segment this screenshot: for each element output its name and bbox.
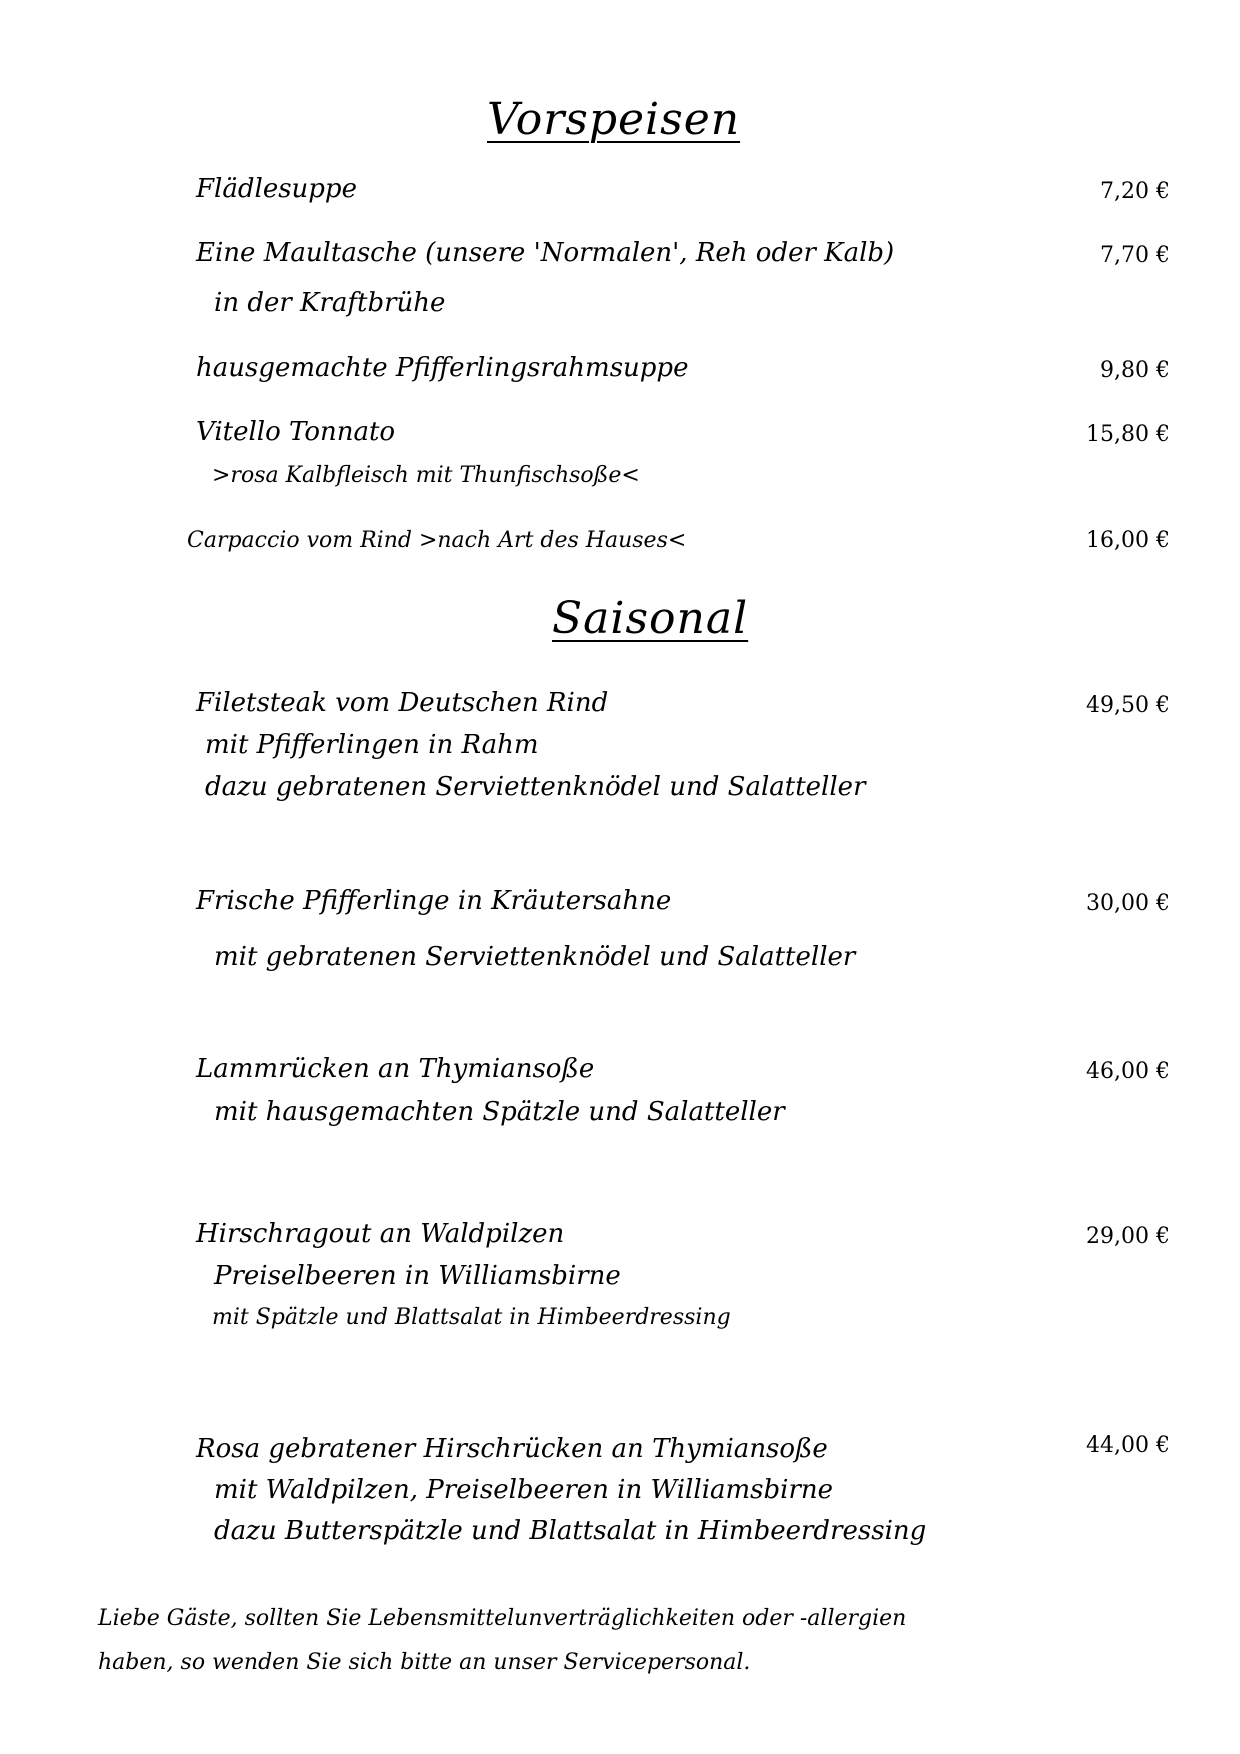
- seasonal-item-name: Rosa gebratener Hirschrücken an Thymiansoße: [196, 1434, 828, 1464]
- starter-item-note: >rosa Kalbfleisch mit Thunfischsoße<: [212, 463, 640, 488]
- starter-item-price: 16,00 €: [1086, 528, 1170, 553]
- seasonal-item-line: mit Pfifferlingen in Rahm: [205, 730, 539, 760]
- seasonal-item-line: mit Waldpilzen, Preiselbeeren in Williamsbirne: [214, 1475, 834, 1505]
- seasonal-item-price: 46,00 €: [1086, 1059, 1170, 1084]
- starter-item-name: Vitello Tonnato: [196, 417, 396, 447]
- heading-starters: Vorspeisen: [487, 94, 741, 145]
- starter-item-price: 15,80 €: [1086, 422, 1170, 447]
- heading-seasonal: Saisonal: [552, 593, 749, 644]
- seasonal-item-name: Lammrücken an Thymiansoße: [196, 1054, 595, 1084]
- seasonal-item-line: mit Spätzle und Blattsalat in Himbeerdressing: [212, 1305, 731, 1330]
- seasonal-item-line: dazu gebratenen Serviettenknödel und Salatteller: [205, 772, 866, 802]
- seasonal-item-line: mit hausgemachten Spätzle und Salatteller: [214, 1097, 785, 1127]
- seasonal-item-line: Preiselbeeren in Williamsbirne: [214, 1261, 621, 1291]
- starter-item-name: Eine Maultasche (unsere 'Normalen', Reh oder Kalb): [196, 238, 895, 268]
- starter-item-price: 7,70 €: [1100, 243, 1170, 268]
- seasonal-item-line: dazu Butterspätzle und Blattsalat in Himbeerdressing: [214, 1516, 927, 1546]
- starter-item-name: hausgemachte Pfifferlingsrahmsuppe: [196, 353, 689, 383]
- seasonal-item-line: mit gebratenen Serviettenknödel und Salatteller: [214, 942, 856, 972]
- seasonal-item-name: Frische Pfifferlinge in Kräutersahne: [196, 886, 672, 916]
- starter-item-price: 7,20 €: [1100, 179, 1170, 204]
- starter-item-name: Flädlesuppe: [196, 174, 357, 204]
- seasonal-item-price: 29,00 €: [1086, 1224, 1170, 1249]
- seasonal-item-price: 49,50 €: [1086, 693, 1170, 718]
- starter-item-name: Carpaccio vom Rind >nach Art des Hauses<: [187, 528, 687, 553]
- seasonal-item-name: Filetsteak vom Deutschen Rind: [196, 688, 609, 718]
- starter-item-note: in der Kraftbrühe: [214, 288, 446, 318]
- seasonal-item-price: 30,00 €: [1086, 891, 1170, 916]
- starter-item-price: 9,80 €: [1100, 358, 1170, 383]
- allergy-notice-line-2: haben, so wenden Sie sich bitte an unser Servicepersonal.: [98, 1650, 751, 1675]
- seasonal-item-price: 44,00 €: [1086, 1433, 1170, 1458]
- seasonal-item-name: Hirschragout an Waldpilzen: [196, 1219, 565, 1249]
- allergy-notice-line-1: Liebe Gäste, sollten Sie Lebensmittelunverträglichkeiten oder -allergien: [98, 1606, 907, 1631]
